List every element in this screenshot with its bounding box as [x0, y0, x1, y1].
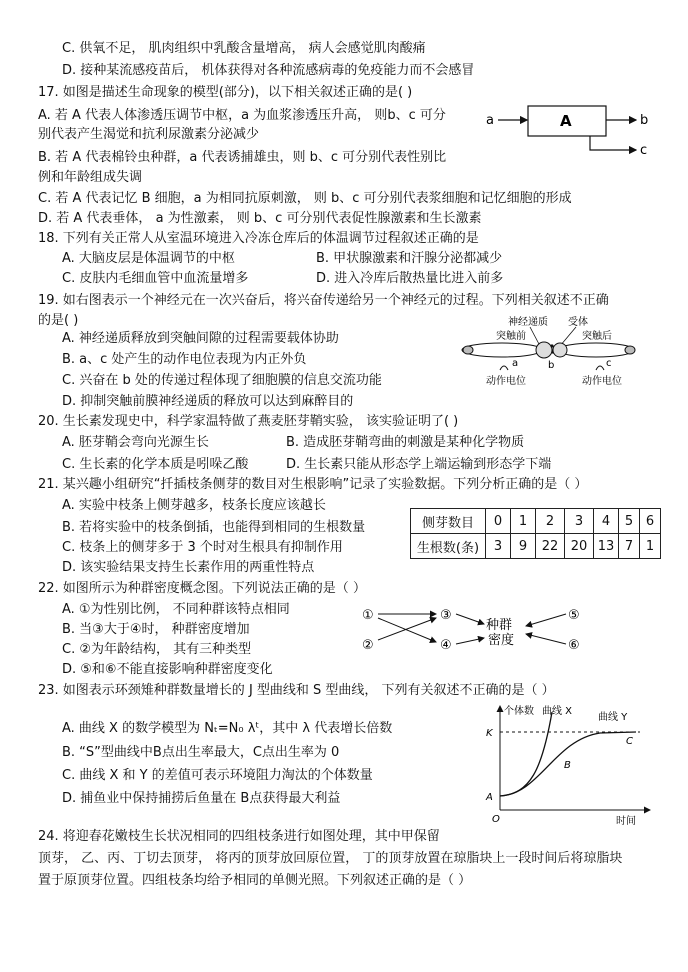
box-a-label: A [560, 112, 572, 130]
text-line: D. 捕鱼业中保持捕捞后鱼量在 B点获得最大利益 [62, 791, 341, 806]
text-line: 例和年龄组成失调 [38, 170, 143, 185]
center-label-2: 密度 [488, 633, 515, 648]
table-cell: 9 [511, 534, 536, 559]
table-cell: 1 [511, 509, 536, 534]
text-line: B. 若 A 代表棉铃虫种群，a 代表诱捕雄虫，则 b、c 可分别代表性别比 [38, 150, 447, 165]
table-cell: 5 [619, 509, 640, 534]
synapse-diagram-19 [456, 316, 656, 388]
curve-x [500, 712, 552, 796]
action-potential-label-1: 动作电位 [486, 376, 526, 387]
text-line: A. 曲线 X 的数学模型为 Nₜ=N₀ λᵗ，其中 λ 代表增长倍数 [62, 721, 393, 736]
table-cell: 22 [536, 534, 565, 559]
text-line: B. 若将实验中的枝条倒插，也能得到相同的生根数量 [62, 520, 366, 535]
x-axis-label: 时间 [616, 816, 636, 827]
output-label-b: b [640, 113, 649, 128]
text-line: 顶芽， 乙、丙、丁切去顶芽， 将丙的顶芽放回原位置， 丁的顶芽放置在琼脂块上一段时间后将琼脂块 [38, 851, 623, 866]
text-line: C. 枝条上的侧芽多于 3 个时对生根具有抑制作用 [62, 540, 343, 555]
text-line: C. 若 A 代表记忆 B 细胞，a 为相同抗原刺激， 则 b、c 可分别代表浆细胞和记忆细胞的形成 [38, 191, 572, 206]
text-line: B. a、c 处产生的动作电位表现为内正外负 [62, 352, 307, 367]
presynaptic-label: 突触前 [496, 331, 526, 342]
text-line: A. 神经递质释放到突触间隙的过程需要载体协助 [62, 331, 339, 346]
text-line: C. 皮肤内毛细血管中血流量增多 [62, 271, 249, 286]
point-c: c [606, 358, 612, 369]
text-line: C. 兴奋在 b 处的传递过程体现了细胞膜的信息交流功能 [62, 373, 382, 388]
table-cell: 13 [594, 534, 619, 559]
text-line: C. 供氧不足， 肌肉组织中乳酸含量增高， 病人会感觉肌肉酸痛 [62, 41, 426, 56]
table-row [411, 509, 661, 534]
table-cell: 0 [486, 509, 511, 534]
text-line: D. ⑤和⑥不能直接影响种群密度变化 [62, 662, 273, 677]
input-label-a: a [486, 113, 494, 128]
output-arrow-c [590, 136, 636, 150]
postsynaptic-label: 突触后 [582, 331, 612, 342]
text-line: D. 生长素只能从形态学上端运输到形态学下端 [286, 457, 552, 472]
text-line: B. “S”型曲线中B点出生率最大，C点出生率为 0 [62, 745, 340, 760]
model-diagram-17 [484, 98, 654, 160]
presynaptic-neuron [462, 343, 542, 357]
text-line: 22. 如图所示为种群密度概念图。下列说法正确的是（ ） [38, 581, 366, 596]
action-potential-label-2: 动作电位 [582, 376, 622, 387]
growth-curve-chart-23 [480, 700, 660, 830]
table-cell: 7 [619, 534, 640, 559]
k-label: K [486, 728, 493, 739]
postsynaptic-neuron [558, 343, 634, 357]
text-line: D. 若 A 代表垂体， a 为性激素， 则 b、c 可分别代表促性腺激素和生长激素 [38, 211, 482, 226]
node-5: ⑤ [568, 608, 580, 623]
node-4: ④ [440, 638, 452, 653]
text-line: 23. 如图表示环颈雉种群数量增长的 J 型曲线和 S 型曲线， 下列有关叙述不正确的是（ ） [38, 683, 555, 698]
output-label-c: c [640, 143, 648, 158]
text-line: B. 当③大于④时， 种群密度增加 [62, 622, 250, 637]
text-line: C. 曲线 X 和 Y 的差值可表示环境阻力淘汰的个体数量 [62, 768, 373, 783]
text-line: 21. 某兴趣小组研究“扦插枝条侧芽的数目对生根影响”记录了实验数据。下列分析正确的是（ ） [38, 477, 588, 492]
text-line: B. 甲状腺激素和汗腺分泌都减少 [316, 251, 503, 266]
text-line: A. 实验中枝条上侧芽越多，枝条长度应该越长 [62, 498, 326, 513]
node-6: ⑥ [568, 638, 580, 653]
text-line: 的是( ) [38, 313, 79, 328]
text-line: A. 大脑皮层是体温调节的中枢 [62, 251, 235, 266]
text-line: 18. 下列有关正常人从室温环境进入冷冻仓库后的体温调节过程叙述正确的是 [38, 231, 479, 246]
table-cell: 3 [565, 509, 594, 534]
text-line: C. ②为年龄结构， 其有三种类型 [62, 642, 252, 657]
table-cell: 2 [536, 509, 565, 534]
transmitter-label: 神经递质 [508, 317, 548, 328]
origin-label: O [492, 814, 500, 825]
text-line: A. ①为性别比例， 不同种群该特点相同 [62, 602, 290, 617]
point-b: b [548, 360, 555, 371]
receptor-label: 受体 [568, 317, 588, 328]
rooting-table [410, 508, 661, 559]
curve-y-label: 曲线 Y [598, 712, 628, 723]
table-cell: 1 [640, 534, 661, 559]
text-line: A. 若 A 代表人体渗透压调节中枢，a 为血浆渗透压升高， 则b、c 可分 [38, 108, 446, 123]
text-line: B. 造成胚芽鞘弯曲的刺激是某种化学物质 [286, 435, 525, 450]
row-header: 生根数(条) [411, 534, 486, 559]
text-line: 别代表产生渴觉和抗利尿激素分泌减少 [38, 127, 260, 142]
point-c-label: C [626, 736, 633, 747]
text-line: A. 胚芽鞘会弯向光源生长 [62, 435, 209, 450]
text-line: D. 该实验结果支持生长素作用的两重性特点 [62, 560, 315, 575]
table-cell: 3 [486, 534, 511, 559]
table-row [411, 534, 661, 559]
text-line: C. 生长素的化学本质是吲哚乙酸 [62, 457, 249, 472]
point-b-label: B [564, 760, 571, 771]
table-cell: 4 [594, 509, 619, 534]
text-line: 20. 生长素发现史中，科学家温特做了燕麦胚芽鞘实验， 该实验证明了( ) [38, 414, 459, 429]
synaptic-knob [536, 342, 552, 358]
y-axis-label: 个体数 [504, 706, 534, 717]
text-line: 置于原顶芽位置。四组枝条均给予相同的单侧光照。下列叙述正确的是（ ） [38, 873, 472, 888]
text-line: 24. 将迎春花嫩枝生长状况相同的四组枝条进行如图处理，其中甲保留 [38, 829, 440, 844]
text-line: 17. 如图是描述生命现象的模型(部分)，以下相关叙述正确的是( ) [38, 85, 413, 100]
text-line: D. 接种某流感疫苗后， 机体获得对各种流感病毒的免疫能力而不会感冒 [62, 63, 475, 78]
row-header: 侧芽数目 [411, 509, 486, 534]
node-2: ② [362, 638, 374, 653]
table-cell: 20 [565, 534, 594, 559]
point-a: a [512, 358, 519, 369]
text-line: D. 抑制突触前膜神经递质的释放可以达到麻醉目的 [62, 394, 354, 409]
population-concept-map-22 [358, 600, 618, 658]
point-a-label: A [486, 792, 493, 803]
curve-x-label: 曲线 X [542, 706, 573, 717]
table-cell: 6 [640, 509, 661, 534]
text-line: 19. 如右图表示一个神经元在一次兴奋后，将兴奋传递给另一个神经元的过程。下列相关叙述不正确 [38, 293, 609, 308]
node-1: ① [362, 608, 374, 623]
text-line: D. 进入冷库后散热量比进入前多 [316, 271, 504, 286]
center-label-1: 种群 [486, 618, 513, 633]
node-3: ③ [440, 608, 452, 623]
